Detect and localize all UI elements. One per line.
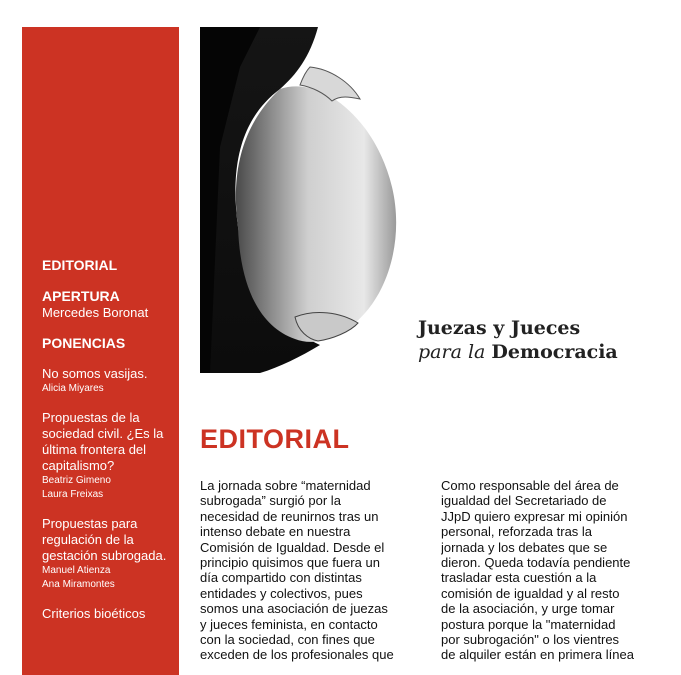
toc-item[interactable]: [42, 366, 172, 396]
toc-ponencias-label: PONENCIAS: [42, 335, 126, 351]
logo-line2: [418, 340, 648, 364]
toc-item-title: Propuestas para regulación de la gestación subrogada.: [42, 516, 167, 563]
toc-editorial[interactable]: [42, 257, 172, 274]
toc-item[interactable]: [42, 410, 172, 502]
cover-photo: [200, 27, 405, 373]
publisher-logo: [418, 316, 648, 364]
toc-item-title: Propuestas de la sociedad civil. ¿Es la última frontera del capitalismo?: [42, 410, 164, 473]
toc-item-author: Beatriz Gimeno: [42, 475, 111, 486]
logo-line2-bold: Democracia: [491, 341, 618, 363]
toc-apertura-author: Mercedes Boronat: [42, 305, 149, 320]
logo-line1: Juezas y Jueces: [418, 317, 581, 339]
article-heading: EDITORIAL: [200, 424, 350, 454]
toc-editorial-label: EDITORIAL: [42, 257, 118, 273]
toc-ponencias[interactable]: [42, 335, 172, 352]
article-column-1: La jornada sobre “maternidad subrogada” surgió por la necesidad de reunirnos tras un intenso debate en nuestra Comisión de Igualdad. Desde el principio quisimos que fuera un día compartido con distintas entidades y colectivos, pues somos una asociación de juezas y jueces feminista, en contacto con la sociedad, con fines que exceden de los profesionales que: [200, 478, 394, 663]
toc-item[interactable]: [42, 516, 172, 592]
toc-item-author: Manuel Atienza: [42, 565, 111, 576]
sidebar-toc: [22, 27, 179, 675]
toc-item-title: Criterios bioéticos: [42, 606, 146, 621]
toc-item-author: Laura Freixas: [42, 489, 104, 500]
logo-line2-italic: para la: [418, 341, 486, 363]
pregnant-belly-photo-icon: [200, 27, 405, 373]
toc-item-author: Ana Miramontes: [42, 579, 115, 590]
toc-list: [42, 257, 172, 636]
toc-item-author: Alicia Miyares: [42, 383, 104, 394]
article-column-2: Como responsable del área de igualdad del Secretariado de JJpD quiero expresar mi opinión personal, reforzada tras la jornada y los debates que se dieron. Queda todavía pendiente trasladar esta cuestión a la comisión de igualdad y al resto de la asociación, y urge tomar postura porque la "maternidad por subrogación" o los vientres de alquiler están en primera línea: [441, 478, 634, 663]
toc-item[interactable]: [42, 606, 172, 622]
toc-apertura[interactable]: [42, 288, 172, 321]
toc-apertura-label: APERTURA: [42, 288, 120, 304]
toc-item-title: No somos vasijas.: [42, 366, 148, 381]
